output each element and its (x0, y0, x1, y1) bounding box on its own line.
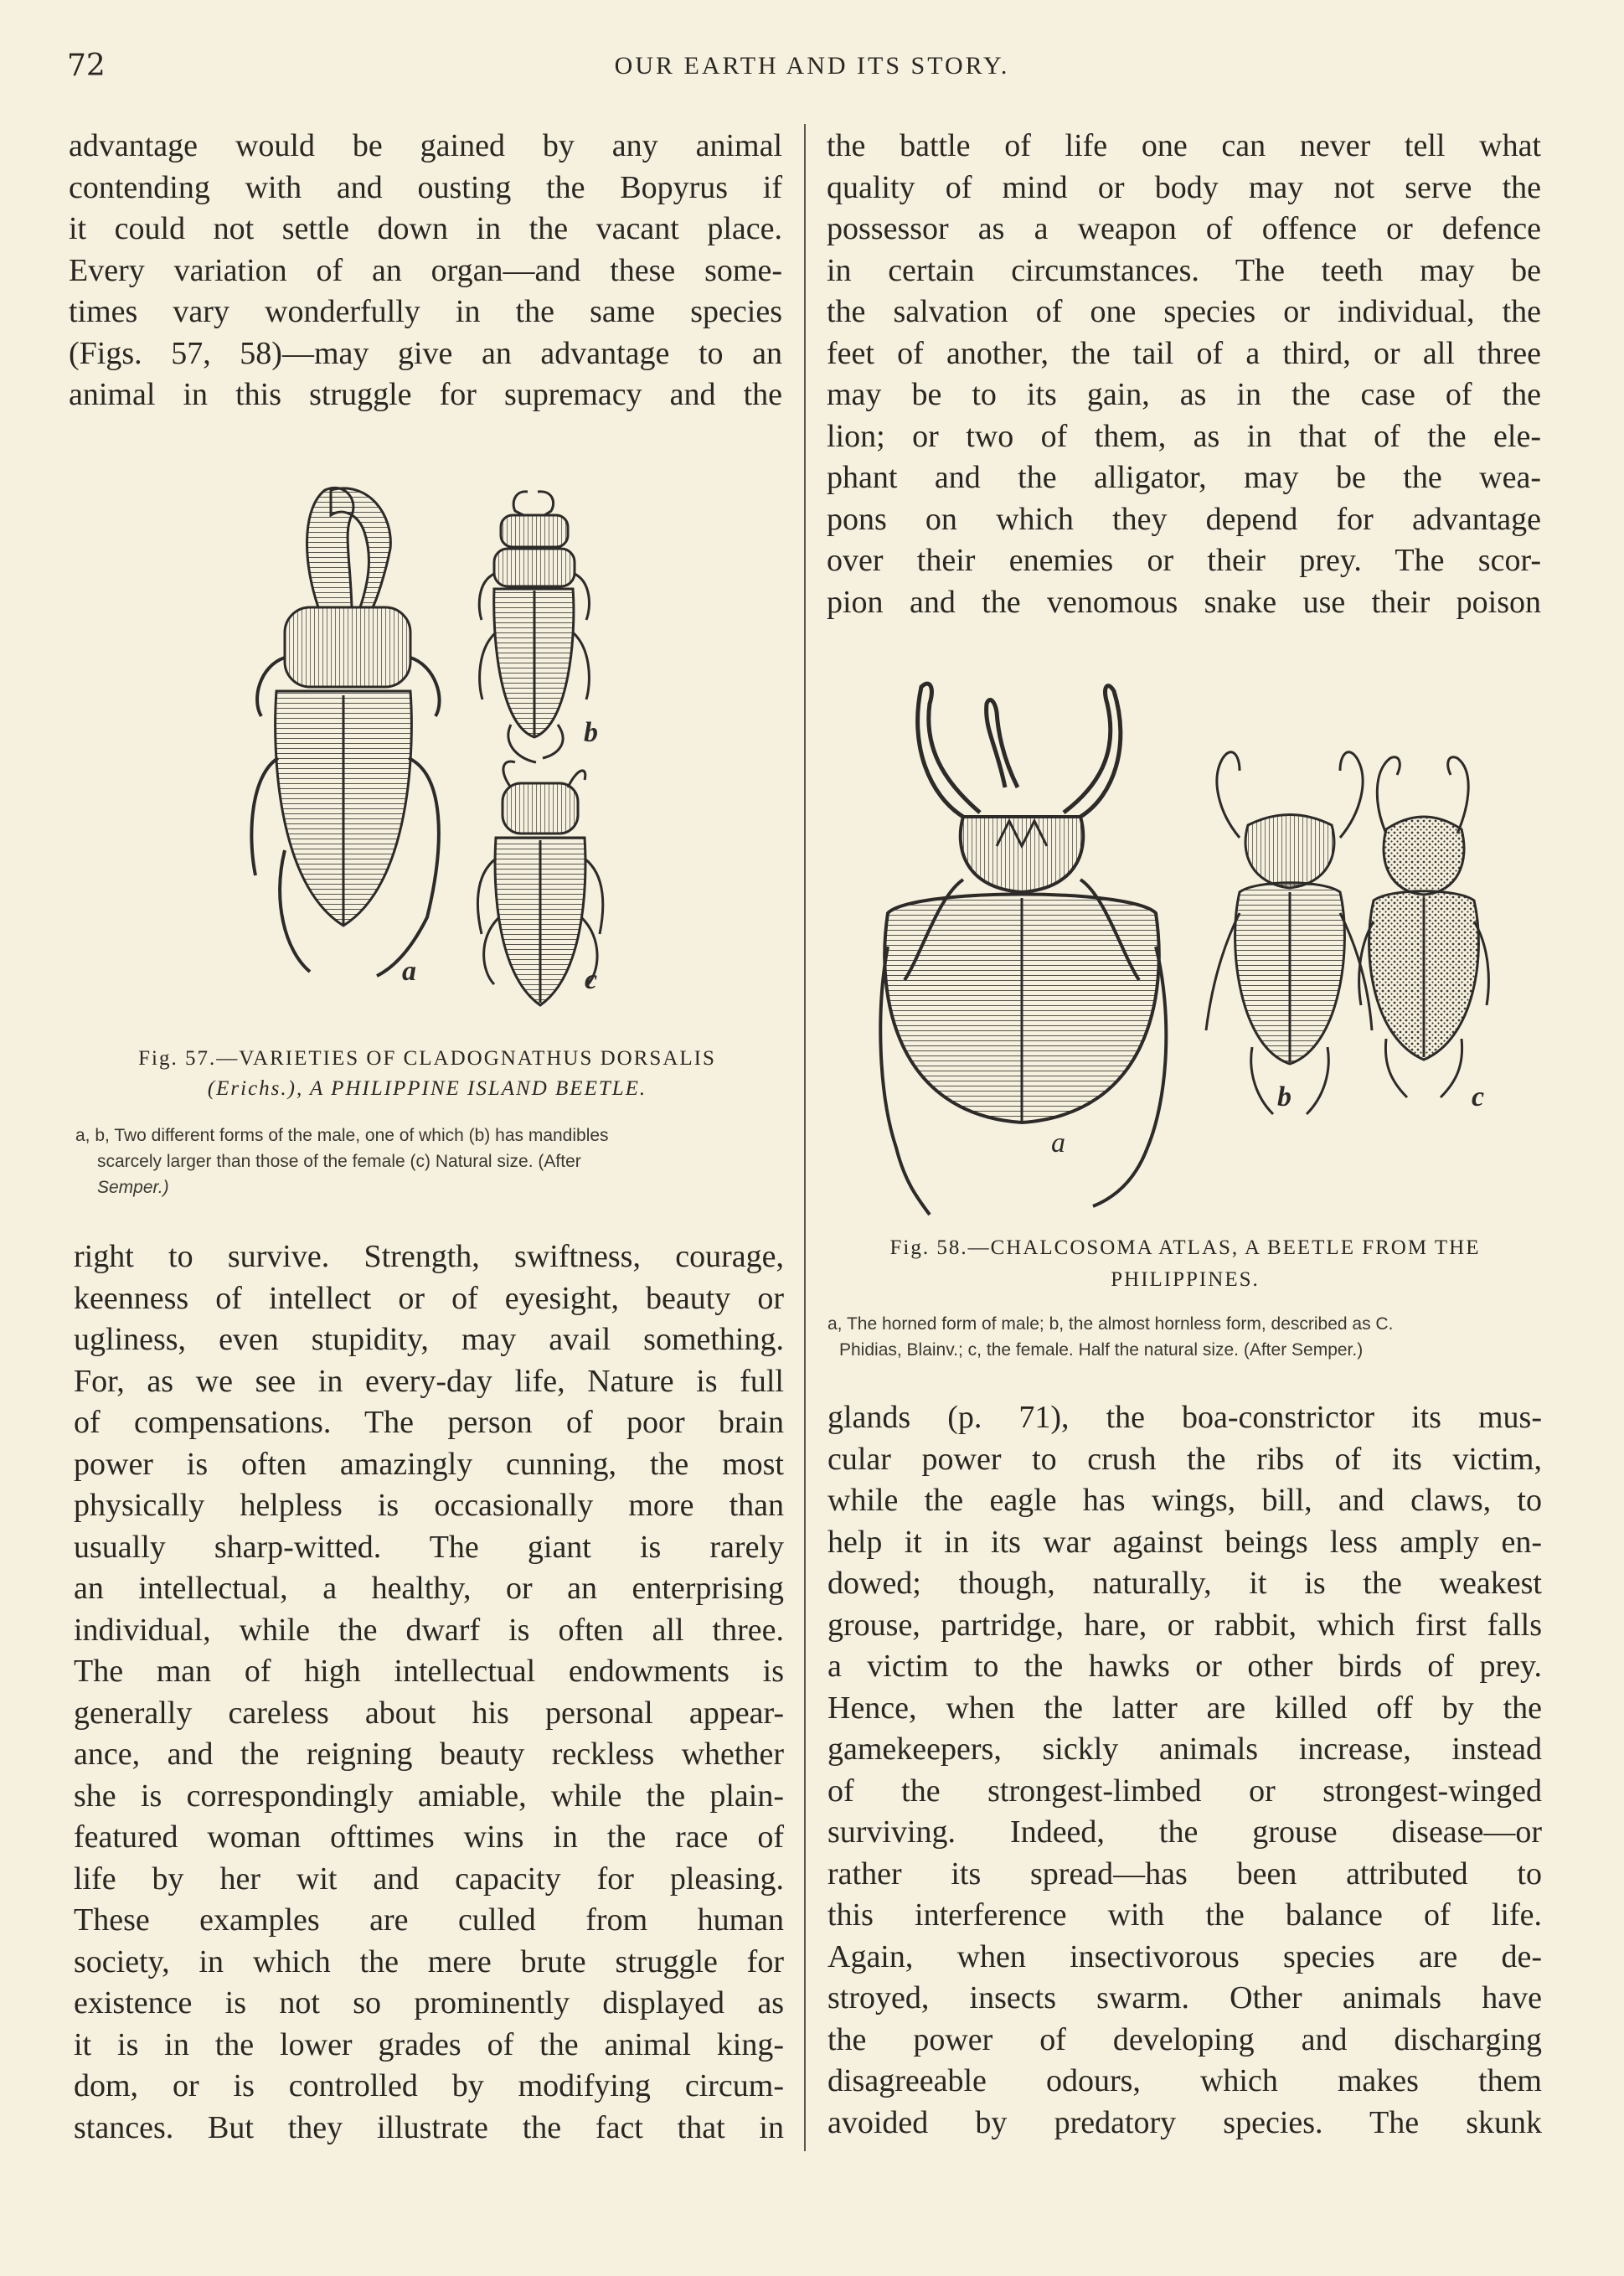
text-line: avoided by predatory species. The skunk (827, 2104, 1542, 2140)
text-line: possessor as a weapon of offence or defence (827, 211, 1541, 246)
text-line: she is correspondingly amiable, while the plain- (74, 1778, 784, 1814)
text-line: dowed; though, naturally, it is the weakest (827, 1566, 1542, 1601)
text-line: society, in which the mere brute struggle for (74, 1943, 784, 1979)
text-line: generally careless about his personal appear- (74, 1695, 784, 1731)
text-line: the salvation of one species or individual, the (827, 294, 1541, 329)
fig57-label-a: a (402, 956, 416, 987)
text-line: The man of high intellectual endowments is (74, 1654, 784, 1689)
text-line: pion and the venomous snake use their poison (827, 584, 1541, 620)
text-line: it is in the lower grades of the animal king- (74, 2026, 784, 2062)
text-line: stroyed, insects swarm. Other animals have (827, 1980, 1542, 2015)
fig57-caption (75, 1123, 787, 1200)
left-column-top-text (69, 126, 782, 416)
text-line: Every variation of an organ—and these some- (69, 252, 782, 288)
fig58-label-c: c (1472, 1081, 1485, 1112)
text-line: cular power to crush the ribs of its victim, (827, 1441, 1542, 1477)
right-column-top-text (827, 126, 1541, 623)
text-line: contending with and ousting the Bopyrus if (69, 169, 782, 205)
fig57-caption-line3: Semper.) (97, 1178, 169, 1197)
running-title: OUR EARTH AND ITS STORY. (614, 52, 1010, 80)
text-line: gamekeepers, sickly animals increase, instead (827, 1732, 1542, 1767)
text-line: glands (p. 71), the boa-constrictor its mus- (827, 1400, 1542, 1435)
fig58-caption-line2: Phidias, Blainv.; c, the female. Half the natural size. (After Semper.) (839, 1340, 1364, 1360)
text-line: surviving. Indeed, the grouse disease—or (827, 1814, 1542, 1850)
left-column-bottom-text (74, 1236, 784, 2149)
text-line: grouse, partridge, hare, or rabbit, which first falls (827, 1607, 1542, 1643)
fig58-title-line2: PHILIPPINES. (1111, 1268, 1260, 1291)
fig57-label-b: b (584, 717, 598, 748)
text-line: ugliness, even stupidity, may avail something. (74, 1322, 784, 1357)
text-line: an intellectual, a healthy, or an enterprising (74, 1571, 784, 1606)
text-line: feet of another, the tail of a third, or all three (827, 335, 1541, 371)
text-line: it could not settle down in the vacant place. (69, 211, 782, 246)
text-line: while the eagle has wings, bill, and claws, to (827, 1483, 1542, 1518)
text-line: the battle of life one can never tell what (827, 128, 1541, 163)
fig57-illustration (226, 482, 637, 1018)
beetle-58-b (1206, 752, 1372, 1114)
fig58-caption-line1: a, The horned form of male; b, the almost hornless form, described as C. (827, 1314, 1394, 1334)
text-line: disagreeable odours, which makes them (827, 2063, 1542, 2098)
beetle-58-c (1359, 757, 1489, 1097)
text-line: ance, and the reigning beauty reckless whether (74, 1737, 784, 1772)
text-line: in certain circumstances. The teeth may be (827, 252, 1541, 288)
text-line: life by her wit and capacity for pleasing. (74, 1861, 784, 1897)
beetle-b (479, 492, 589, 762)
page-number: 72 (67, 49, 106, 83)
text-line: stances. But they illustrate the fact that in (74, 2109, 784, 2145)
fig58-caption (827, 1311, 1548, 1363)
fig58-illustration (871, 679, 1499, 1223)
text-line: right to survive. Strength, swiftness, courage, (74, 1239, 784, 1274)
text-line: pons on which they depend for advantage (827, 501, 1541, 537)
text-line: animal in this struggle for supremacy and the (69, 377, 782, 412)
text-line: of the strongest-limbed or strongest-winged (827, 1773, 1542, 1809)
text-line: (Figs. 57, 58)—may give an advantage to an (69, 335, 782, 371)
text-line: physically helpless is occasionally more than (74, 1488, 784, 1523)
text-line: featured woman ofttimes wins in the race of (74, 1819, 784, 1855)
text-line: a victim to the hawks or other birds of prey. (827, 1649, 1542, 1684)
fig57-title-line2: (Erichs.), A PHILIPPINE ISLAND BEETLE. (207, 1077, 647, 1100)
text-line: this interference with the balance of life. (827, 1897, 1542, 1933)
text-line: power is often amazingly cunning, the most (74, 1446, 784, 1482)
text-line: existence is not so prominently displayed as (74, 1985, 784, 2021)
fig58-label-b: b (1277, 1081, 1291, 1112)
text-line: of compensations. The person of poor brain (74, 1405, 784, 1440)
fig57-label-c: c (585, 964, 598, 995)
text-line: These examples are culled from human (74, 1902, 784, 1938)
text-line: rather its spread—has been attributed to (827, 1855, 1542, 1892)
text-line: Hence, when the latter are killed off by the (827, 1690, 1542, 1726)
text-line: keenness of intellect or of eyesight, beauty or (74, 1280, 784, 1316)
text-line: For, as we see in every-day life, Nature is full (74, 1363, 784, 1399)
text-line: dom, or is controlled by modifying circum- (74, 2068, 784, 2103)
text-line: phant and the alligator, may be the wea- (827, 460, 1541, 495)
text-line: advantage would be gained by any animal (69, 128, 782, 163)
text-line: lion; or two of them, as in that of the ele- (827, 418, 1541, 454)
text-line: may be to its gain, as in the case of the (827, 377, 1541, 412)
fig58-label-a: a (1051, 1128, 1065, 1159)
column-divider (804, 124, 806, 2151)
text-line: quality of mind or body may not serve the (827, 169, 1541, 205)
fig58-title: Fig. 58.—CHALCOSOMA ATLAS, A BEETLE FROM THE (889, 1236, 1481, 1259)
beetle-58-a (880, 684, 1166, 1215)
text-line: Again, when insectivorous species are de- (827, 1938, 1542, 1974)
text-line: usually sharp-witted. The giant is rarely (74, 1529, 784, 1565)
text-line: help it in its war against beings less amply en- (827, 1524, 1542, 1560)
text-line: the power of developing and discharging (827, 2021, 1542, 2057)
beetle-a (251, 488, 439, 976)
text-line: individual, while the dwarf is often all three. (74, 1612, 784, 1648)
fig57-caption-line1: a, b, Two different forms of the male, one of which (b) has mandibles (75, 1126, 609, 1145)
right-column-bottom-text (827, 1397, 1542, 2144)
text-line: times vary wonderfully in the same species (69, 294, 782, 329)
fig57-caption-line2: scarcely larger than those of the female (c) Natural size. (After (97, 1152, 581, 1171)
text-line: over their enemies or their prey. The scor- (827, 543, 1541, 578)
fig57-title: Fig. 57.—VARIETIES OF CLADOGNATHUS DORSALIS (138, 1047, 716, 1070)
